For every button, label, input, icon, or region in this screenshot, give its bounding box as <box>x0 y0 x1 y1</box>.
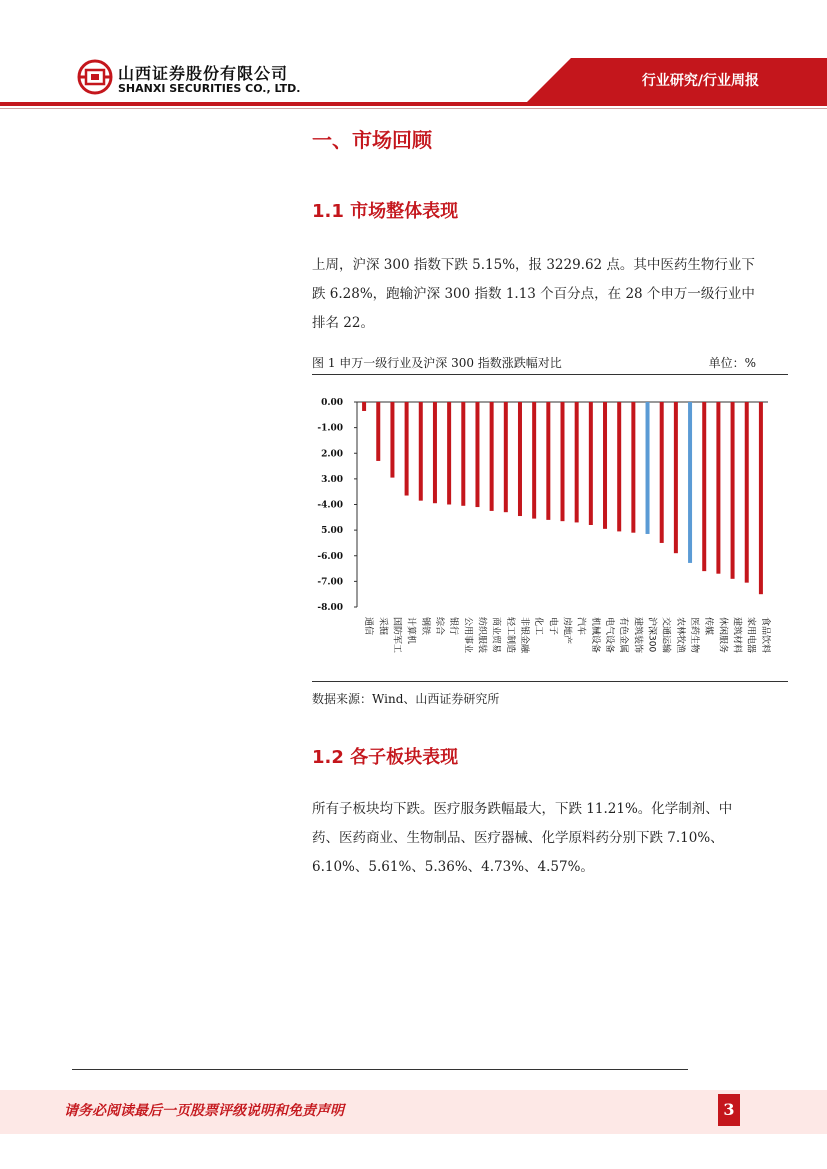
x-tick-label: 银行 <box>448 617 459 636</box>
bar-家用电器 <box>745 402 749 583</box>
bar-化工 <box>532 402 536 519</box>
bar-综合 <box>433 402 437 503</box>
x-tick-label: 交通运输 <box>660 617 671 654</box>
bar-电气设备 <box>603 402 607 529</box>
paragraph-market-overview <box>312 251 758 338</box>
x-tick-label: 纺织服装 <box>476 617 487 654</box>
paragraph-line: 6.10%、5.61%、5.36%、4.73%、4.57%。 <box>312 859 594 875</box>
header-divider <box>0 102 827 106</box>
bar-非银金融 <box>518 402 522 516</box>
x-tick-label: 休闲服务 <box>717 617 728 654</box>
x-tick-label: 建筑装饰 <box>632 617 643 654</box>
x-tick-label: 机械设备 <box>589 617 600 654</box>
x-tick-label: 房地产 <box>561 617 572 645</box>
bar-医药生物 <box>688 402 692 563</box>
x-tick-label: 电气设备 <box>604 617 615 654</box>
x-tick-label: 汽车 <box>575 617 586 636</box>
x-tick-label: 化工 <box>533 617 544 636</box>
x-tick-label: 轻工制造 <box>504 617 515 654</box>
x-tick-label: 传媒 <box>703 617 714 636</box>
x-tick-label: 商业贸易 <box>490 617 501 654</box>
report-type-label: 行业研究/行业周报 <box>641 73 759 89</box>
bar-商业贸易 <box>490 402 494 511</box>
x-tick-label: 采掘 <box>377 617 388 636</box>
company-name-cn: 山西证券股份有限公司 <box>118 64 289 83</box>
paragraph-line: 所有子板块均下跌。医疗服务跌幅最大，下跌 11.21%。化学制剂、中 <box>312 801 733 817</box>
header-divider-thin <box>0 108 827 109</box>
x-tick-label: 公用事业 <box>462 617 473 654</box>
x-tick-label: 非银金融 <box>518 617 529 654</box>
footer-disclaimer: 请务必阅读最后一页股票评级说明和免责声明 <box>64 1103 344 1119</box>
shanxi-securities-logo-icon <box>77 59 113 95</box>
bar-农林牧渔 <box>674 402 678 553</box>
x-tick-label: 电子 <box>547 617 558 636</box>
paragraph-line: 排名 22。 <box>312 315 374 331</box>
x-tick-label: 有色金属 <box>618 617 629 654</box>
bar-休闲服务 <box>716 402 720 574</box>
bar-机械设备 <box>589 402 593 525</box>
y-tick-label: -7.00 <box>317 577 343 588</box>
paragraph-line: 跌 6.28%，跑输沪深 300 指数 1.13 个百分点，在 28 个申万一级行业中 <box>312 286 755 302</box>
y-tick-label: -4.00 <box>317 500 343 511</box>
figure-title: 图 1 申万一级行业及沪深 300 指数涨跌幅对比 <box>312 356 562 370</box>
bar-公用事业 <box>461 402 465 506</box>
x-tick-label: 农林牧渔 <box>674 617 685 654</box>
paragraph-line: 药、医药商业、生物制品、医疗器械、化学原料药分别下跌 7.10%、 <box>312 830 724 846</box>
industry-returns-bar-chart <box>312 385 788 685</box>
figure-unit: 单位：% <box>708 356 756 370</box>
bar-计算机 <box>405 402 409 496</box>
x-tick-label: 钢铁 <box>419 617 430 636</box>
x-tick-label: 医药生物 <box>689 617 700 654</box>
x-tick-label: 国防军工 <box>391 617 402 654</box>
y-tick-label: 2.00 <box>321 449 343 460</box>
x-tick-label: 综合 <box>433 617 444 636</box>
x-tick-label: 食品饮料 <box>759 617 770 654</box>
bar-通信 <box>362 402 366 411</box>
section-title-market-review: 一、市场回顾 <box>312 128 432 152</box>
bar-建筑材料 <box>731 402 735 579</box>
bar-汽车 <box>575 402 579 522</box>
bar-钢铁 <box>419 402 423 501</box>
y-tick-label: -8.00 <box>317 603 343 613</box>
bar-建筑装饰 <box>631 402 635 533</box>
bar-房地产 <box>561 402 565 521</box>
x-tick-label: 通信 <box>363 617 374 636</box>
company-name-en: SHANXI SECURITIES CO., LTD. <box>118 82 301 95</box>
figure-caption <box>312 352 788 375</box>
x-tick-label: 建筑材料 <box>731 617 742 654</box>
page-number: 3 <box>718 1094 740 1126</box>
page-header <box>0 0 827 118</box>
y-tick-label: 0.00 <box>321 398 343 408</box>
y-tick-label: -1.00 <box>317 423 343 434</box>
x-tick-label: 沪深300 <box>646 617 657 653</box>
bar-有色金属 <box>617 402 621 531</box>
bar-电子 <box>546 402 550 520</box>
y-tick-label: 3.00 <box>321 474 343 485</box>
bar-食品饮料 <box>759 402 763 594</box>
subsection-title-sub-sectors: 1.2 各子板块表现 <box>312 747 459 768</box>
footer-divider <box>72 1069 688 1070</box>
y-tick-label: -6.00 <box>317 551 343 562</box>
y-tick-label: 5.00 <box>321 526 343 537</box>
subsection-title-overall-market: 1.1 市场整体表现 <box>312 201 459 222</box>
paragraph-sub-sectors <box>312 795 758 882</box>
paragraph-line: 上周，沪深 300 指数下跌 5.15%，报 3229.62 点。其中医药生物行业下 <box>312 257 755 273</box>
bar-传媒 <box>702 402 706 571</box>
bar-交通运输 <box>660 402 664 543</box>
figure-source: 数据来源：Wind、山西证券研究所 <box>312 681 788 707</box>
x-tick-label: 家用电器 <box>745 617 756 654</box>
bar-轻工制造 <box>504 402 508 512</box>
bar-沪深300 <box>646 402 650 534</box>
bar-银行 <box>447 402 451 505</box>
bar-纺织服装 <box>475 402 479 507</box>
bar-国防军工 <box>390 402 394 478</box>
x-tick-label: 计算机 <box>405 617 416 645</box>
bar-采掘 <box>376 402 380 461</box>
